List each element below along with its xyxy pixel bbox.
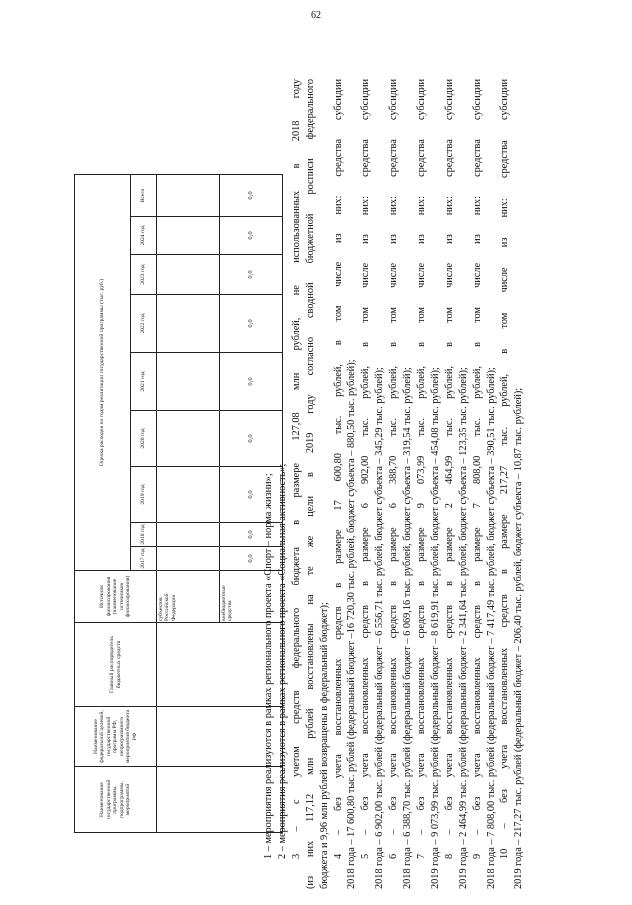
header-expense-estimate: Оценка расходов по годам реализации государственной программы (тыс. руб.) [75, 175, 131, 571]
footnote-line: 2018 года – 7 808,00 тыс. рублей (федеральный бюджет – 7 417,49 тыс. рублей, бюджет субъекта – 390,51 тыс. рублей); [485, 367, 497, 889]
footnote-line: 5 – без учета восстановленных средств в размере 6 902,00 тыс. рублей, в том числе из них: средства субсидии [360, 79, 372, 859]
footnote-line: 2018 года – 17 600,80 тыс. рублей (федеральный бюджет –16 720,30 тыс. рублей, бюджет субъекта – 880,50 тыс. рублей); [346, 359, 358, 889]
footnote-line: 2019 года – 2 464,99 тыс. рублей (федеральный бюджет – 2 341,64 тыс. рублей, бюджет субъекта – 123,35 тыс. рублей); [457, 367, 469, 889]
footnote-line: 2019 года – 9 073,99 тыс. рублей (федеральный бюджет – 8 619,91 тыс. рублей, бюджет субъекта – 454,08 тыс. рублей); [429, 367, 441, 889]
cell-value: 0,0 [220, 175, 283, 217]
footnote-line: 7 – без учета восстановленных средств в размере 9 073,99 тыс. рублей, в том числе из них: средства субсидии [415, 79, 427, 859]
page-number: 62 [311, 10, 321, 21]
header-budget-manager: Главный распорядитель бюджетных средств [75, 623, 157, 707]
rotated-landscape-content [0, 80, 632, 905]
cell-value: 0,0 [220, 217, 283, 255]
footnote-line: (из них 117,12 млн рублей восстановлены на те же цели в 2019 году согласно сводной бюджетной росписи федерального [304, 79, 316, 889]
cell-value: 0,0 [220, 411, 283, 467]
footnote-line: бюджета и 9,96 млн рублей возвращены в федеральный бюджет); [318, 602, 330, 889]
financing-table [74, 174, 283, 833]
header-year-2024: 2024 год [131, 217, 157, 255]
footnote-line: 6 – без учета восстановленных средств в размере 6 388,70 тыс. рублей, в том числе из них: средства субсидии [388, 79, 400, 859]
footnote-line: 2018 года – 6 902,00 тыс. рублей (федеральный бюджет – 6 556,71 тыс. рублей, бюджет субъекта – 345,29 тыс. рублей); [374, 367, 386, 889]
footnote-line: 2019 года – 217,27 тыс. рублей (федеральный бюджет – 206,40 тыс. рублей, бюджет субъекта – 10,87 тыс. рублей); [513, 387, 525, 889]
header-year-2017: 2017 год [131, 547, 157, 571]
header-total: Всего [131, 175, 157, 217]
cell-value [157, 353, 220, 411]
footnote-line: 4 – без учета восстановленных средств в размере 17 600,80 тыс. рублей, в том числе из них: средства субсидии [332, 79, 344, 859]
footnotes [262, 79, 526, 889]
header-year-2020: 2020 год [131, 411, 157, 467]
cell-value [157, 255, 220, 295]
footnote-line: 10 – без учета восстановленных средств в размере 217,27 тыс. рублей, в том числе из них: средства субсидии [499, 79, 511, 859]
cell-value: 0,0 [220, 295, 283, 353]
cell-value [157, 411, 220, 467]
header-year-2019: 2019 год [131, 467, 157, 523]
cell-source: субъектов Российской Федерации [157, 571, 220, 623]
cell-value: 0,0 [220, 353, 283, 411]
cell-value [157, 523, 220, 547]
footnote-line: 2 – мероприятия реализуются в рамках регионального проекта «Социальная активность»; [276, 463, 288, 859]
header-financing-source: Источник финансирования (наименование источников финансирования) [75, 571, 157, 623]
header-year-2023: 2023 год [131, 255, 157, 295]
header-year-2022: 2022 год [131, 295, 157, 353]
header-year-2021: 2021 год [131, 353, 157, 411]
footnote-line: 1 – мероприятия реализуются в рамках регионального проекта «Спорт – норма жизни»; [263, 473, 274, 859]
cell-value [157, 295, 220, 353]
header-program-name: Наименование государственной программы, подпрограммы, мероприятий [75, 767, 157, 833]
footnote-line: 9 – без учета восстановленных средств в размере 7 808,00 тыс. рублей, в том числе из них: средства субсидии [471, 79, 483, 859]
cell-source: внебюджетные средства [220, 571, 283, 623]
cell-value: 0,0 [220, 467, 283, 523]
cell-value: 0,0 [220, 523, 283, 547]
table-row [157, 175, 220, 833]
header-federal-program: Наименование федеральной целевой, государственной программ РФ, непрограммного мероприятия бюджета РФ [75, 707, 157, 767]
footnote-line: 8 – без учета восстановленных средств в размере 2 464,99 тыс. рублей, в том числе из них: средства субсидии [443, 79, 455, 859]
cell-value [157, 175, 220, 217]
cell-value [157, 217, 220, 255]
header-year-2018: 2018 год [131, 523, 157, 547]
footnote-line: 3 – с учетом средств федерального бюджета в размере 127,08 млн рублей, не использованных в 2018 году [290, 79, 302, 859]
cell-value [157, 467, 220, 523]
cell-value: 0,0 [220, 255, 283, 295]
cell-value: 0,0 [220, 547, 283, 571]
cell-value [157, 547, 220, 571]
footnote-line: 2018 года – 6 388,70 тыс. рублей (федеральный бюджет – 6 069,16 тыс. рублей, бюджет субъекта – 319,54 тыс. рублей); [402, 367, 414, 889]
